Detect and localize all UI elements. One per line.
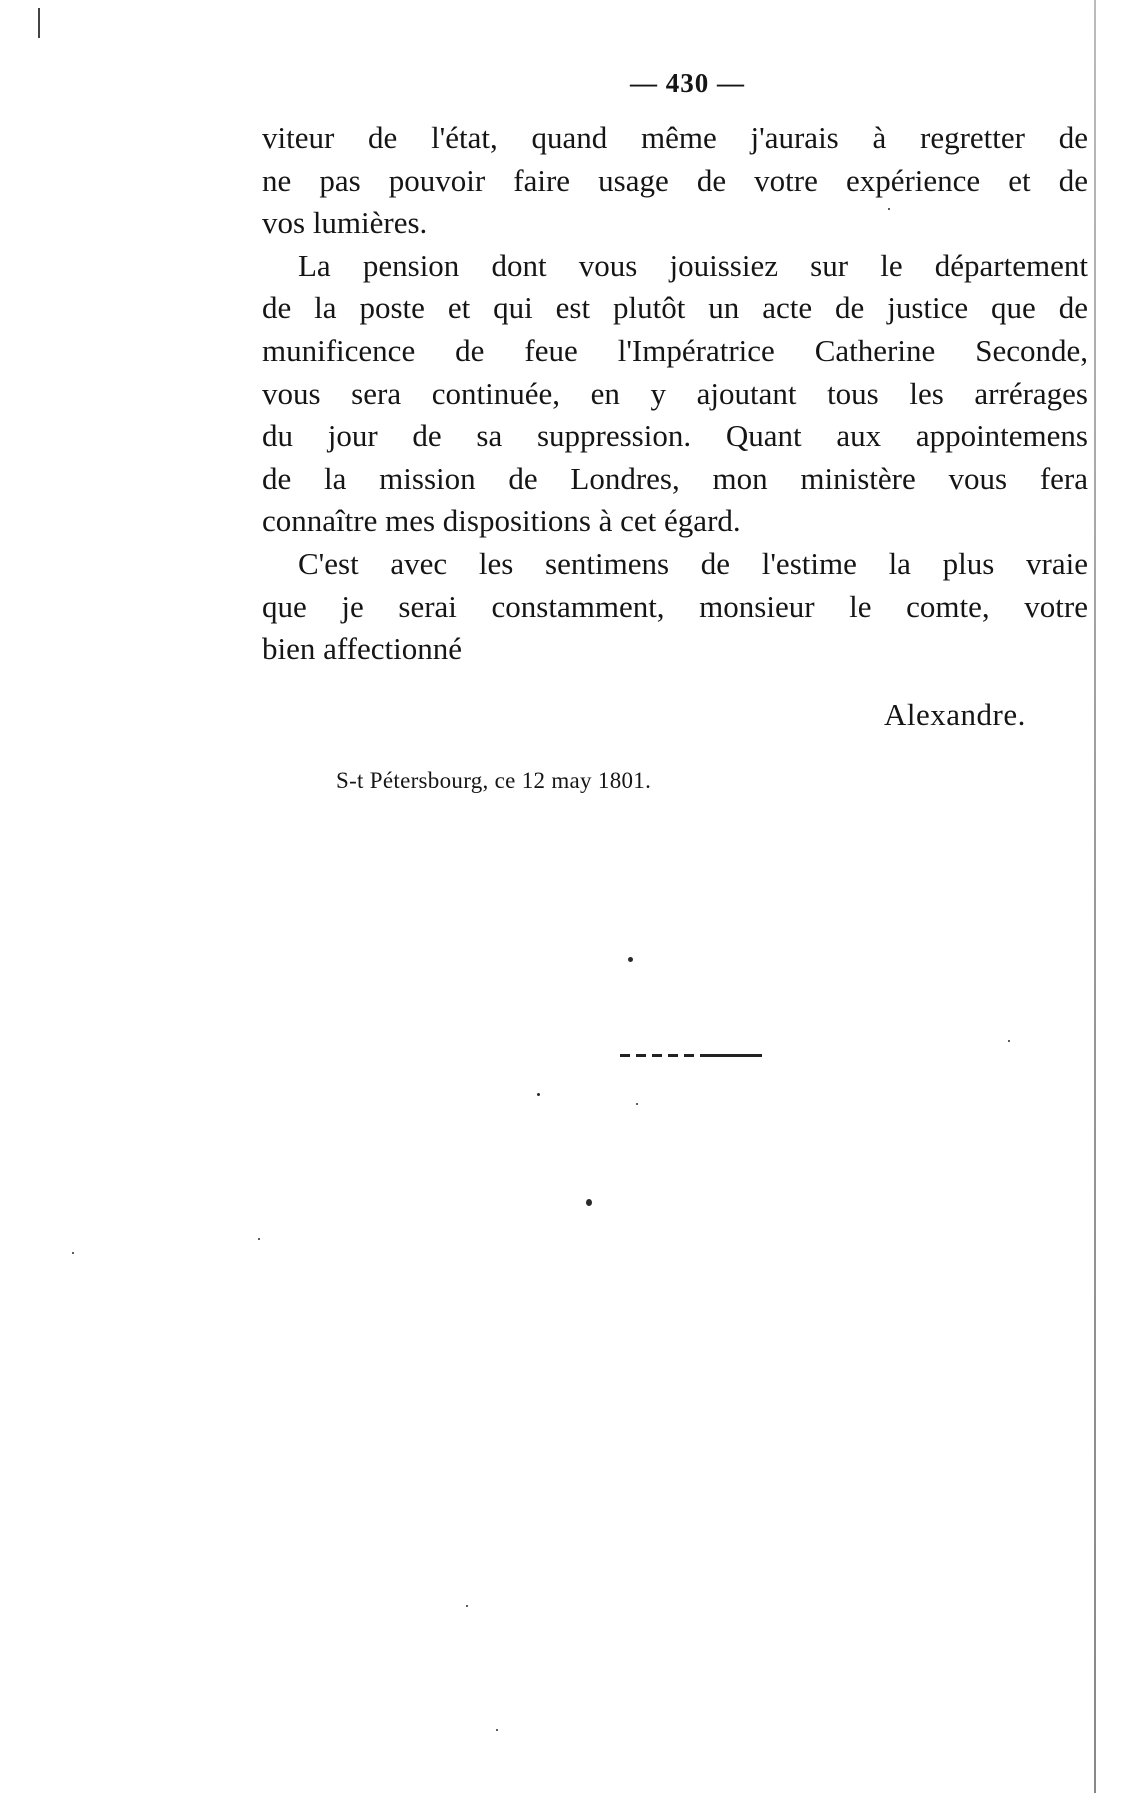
page-number: — 430 — (630, 68, 745, 98)
scan-speck (628, 957, 633, 962)
text-line: de la mission de Londres, mon ministère vous fera (262, 460, 1088, 496)
text-line: viteur de l'état, quand même j'aurais à regretter de (262, 120, 1088, 155)
scan-speck (888, 208, 890, 210)
scan-speck (537, 1093, 540, 1096)
paragraph-start-line: La pension dont vous jouissiez sur le département (298, 247, 1088, 283)
paragraph-start-line: C'est avec les sentimens de l'estime la plus vraie (298, 545, 1088, 581)
scan-speck (636, 1103, 638, 1105)
letter-body (262, 117, 1088, 671)
text-line: de la poste et qui est plutôt un acte de justice que de (262, 290, 1088, 326)
text-line: du jour de sa suppression. Quant aux appointemens (262, 418, 1088, 454)
text-line: vous sera continuée, en y ajoutant tous les arrérages (262, 375, 1088, 411)
scan-speck (258, 1238, 260, 1240)
text-line: que je serai constamment, monsieur le comte, votre (262, 588, 1088, 624)
signature: Alexandre. (884, 697, 1026, 732)
text-line: munificence de feue l'Impératrice Catherine Seconde, (262, 332, 1088, 368)
text-line: connaître mes dispositions à cet égard. (262, 503, 741, 539)
scan-speck (466, 1605, 468, 1607)
scan-speck (496, 1729, 498, 1731)
dateline: S-t Pétersbourg, ce 12 may 1801. (336, 768, 652, 793)
scan-speck (1008, 1040, 1010, 1042)
text-line: ne pas pouvoir faire usage de votre expérience et de (262, 162, 1088, 198)
scan-edge-mark (38, 8, 40, 38)
scan-speck (72, 1252, 74, 1254)
separator-rule (620, 1054, 762, 1057)
scan-speck (586, 1199, 592, 1206)
page-edge-line (1094, 0, 1096, 1793)
text-line: vos lumières. (262, 205, 428, 241)
text-line: bien affectionné (262, 631, 462, 667)
